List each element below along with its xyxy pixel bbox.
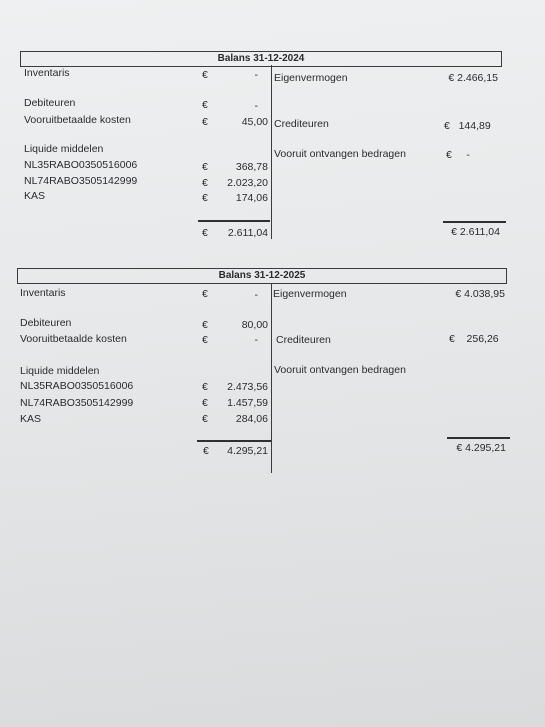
row-label: Vooruitbetaalde kosten: [24, 114, 131, 126]
row-label: Vooruit ontvangen bedragen: [274, 364, 406, 376]
row-label: NL35RABO0350516006: [24, 159, 138, 171]
row-label: Eigenvermogen: [274, 72, 348, 84]
row-currency: €: [202, 99, 208, 111]
section-label: Liquide middelen: [20, 365, 100, 377]
row-currency: €: [202, 288, 208, 300]
row-amount: 45,00: [241, 116, 268, 128]
row-amount: 1.457,59: [227, 397, 268, 409]
row-currency: €: [202, 334, 208, 346]
row-amount: 174,06: [235, 192, 268, 204]
row-currency: €: [202, 116, 208, 128]
row-value: € 256,26: [449, 333, 499, 345]
total-amount: 2.611,04: [227, 227, 268, 239]
row-value: € -: [446, 149, 470, 161]
row-label: Inventaris: [20, 287, 66, 299]
row-label: Crediteuren: [274, 118, 329, 130]
total-currency: €: [203, 445, 209, 457]
row-label: NL74RABO3505142999: [24, 175, 138, 187]
row-currency: €: [202, 319, 208, 331]
total-underline: [443, 221, 506, 223]
balance-title: Balans 31-12-2025: [17, 268, 507, 284]
total-underline: [198, 220, 270, 222]
row-amount: 2.023,20: [227, 177, 268, 189]
row-currency: €: [202, 161, 208, 173]
row-label: KAS: [20, 413, 42, 425]
row-currency: €: [202, 381, 208, 393]
column-divider: [271, 65, 272, 239]
row-value: € 144,89: [444, 120, 491, 132]
row-amount: 80,00: [241, 319, 268, 331]
row-currency: €: [202, 397, 208, 409]
row-label: Eigenvermogen: [273, 288, 347, 300]
row-value: € 4.038,95: [455, 288, 505, 300]
row-amount: -: [254, 289, 258, 301]
row-currency: €: [202, 177, 208, 189]
row-label: NL74RABO3505142999: [20, 397, 134, 409]
row-amount: -: [254, 69, 258, 81]
row-label: Vooruitbetaalde kosten: [20, 333, 127, 345]
row-label: Crediteuren: [276, 334, 331, 346]
row-amount: -: [254, 100, 258, 112]
total-underline: [447, 437, 510, 439]
row-label: KAS: [24, 190, 46, 202]
row-amount: 2.473,56: [227, 381, 268, 393]
total-value: € 2.611,04: [451, 226, 500, 238]
total-value: € 4.295,21: [456, 442, 506, 454]
total-underline: [197, 440, 272, 442]
row-amount: 284,06: [235, 413, 268, 425]
row-amount: 368,78: [235, 161, 268, 173]
row-currency: €: [202, 69, 208, 81]
row-label: Debiteuren: [24, 97, 76, 109]
row-label: Debiteuren: [20, 317, 72, 329]
row-currency: €: [202, 192, 208, 204]
row-label: Vooruit ontvangen bedragen: [274, 148, 406, 160]
total-amount: 4.295,21: [227, 445, 268, 457]
balance-title: Balans 31-12-2024: [20, 51, 502, 67]
section-label: Liquide middelen: [24, 143, 104, 155]
row-currency: €: [202, 413, 208, 425]
row-amount: -: [254, 334, 258, 346]
total-currency: €: [202, 227, 208, 239]
row-value: € 2.466,15: [448, 72, 498, 84]
column-divider: [271, 284, 272, 473]
row-label: NL35RABO0350516006: [20, 380, 134, 392]
row-label: Inventaris: [24, 67, 70, 79]
